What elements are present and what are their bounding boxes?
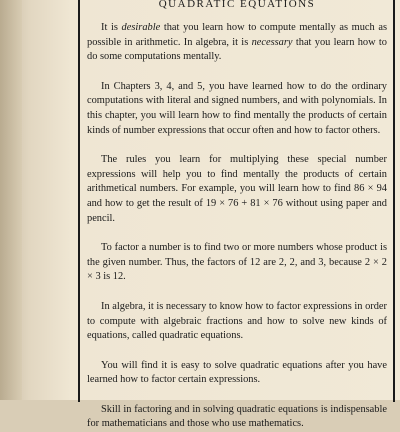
page-binding-edge: [0, 0, 22, 400]
paragraph-5: In algebra, it is necessary to know how to factor expressions in order to compute with algebraic fractions and how to solve new kinds of equations, called quadratic equations.: [87, 300, 387, 342]
paragraph-6: You will find it is easy to solve quadratic equations after you have learned how to factor certain expressions.: [87, 359, 387, 386]
left-border-rule: [78, 0, 80, 402]
paragraph-2: In Chapters 3, 4, and 5, you have learned how to do the ordinary computations with literal and signed numbers, and with polynomials. In this chapter, you will learn how to find mentally the products of certain kinds of number expressions that occur often and how to factor others.: [87, 80, 387, 136]
emphasis-desirable: desirable: [121, 22, 161, 33]
chapter-heading: QUADRATIC EQUATIONS: [158, 0, 316, 10]
paragraph-7: Skill in factoring and in solving quadratic equations is indispensable for mathematicians and those who use mathematics.: [87, 403, 387, 430]
right-border-rule: [393, 0, 395, 402]
paragraph-4: To factor a number is to find two or more numbers whose product is the given number. Thus, the factors of 12 are 2, 2, and 3, because 2 × 2 × 3 is 12.: [87, 242, 387, 283]
paragraph-3: The rules you learn for multiplying these special number expressions will help you to find mentally the products of certain arithmetical numbers. For example, you will learn how to find 86 × 94 and how to get the result of 19 × 76 + 81 × 76 without using paper and pencil.: [87, 154, 387, 224]
page-text-block: [87, 0, 387, 432]
paragraph-1: It is desirable that you learn how to compute mentally as much as possible in arithmetic. In algebra, it is necessary that you learn how to do some computations mentally.: [87, 22, 387, 63]
emphasis-necessary: necessary: [251, 36, 293, 48]
